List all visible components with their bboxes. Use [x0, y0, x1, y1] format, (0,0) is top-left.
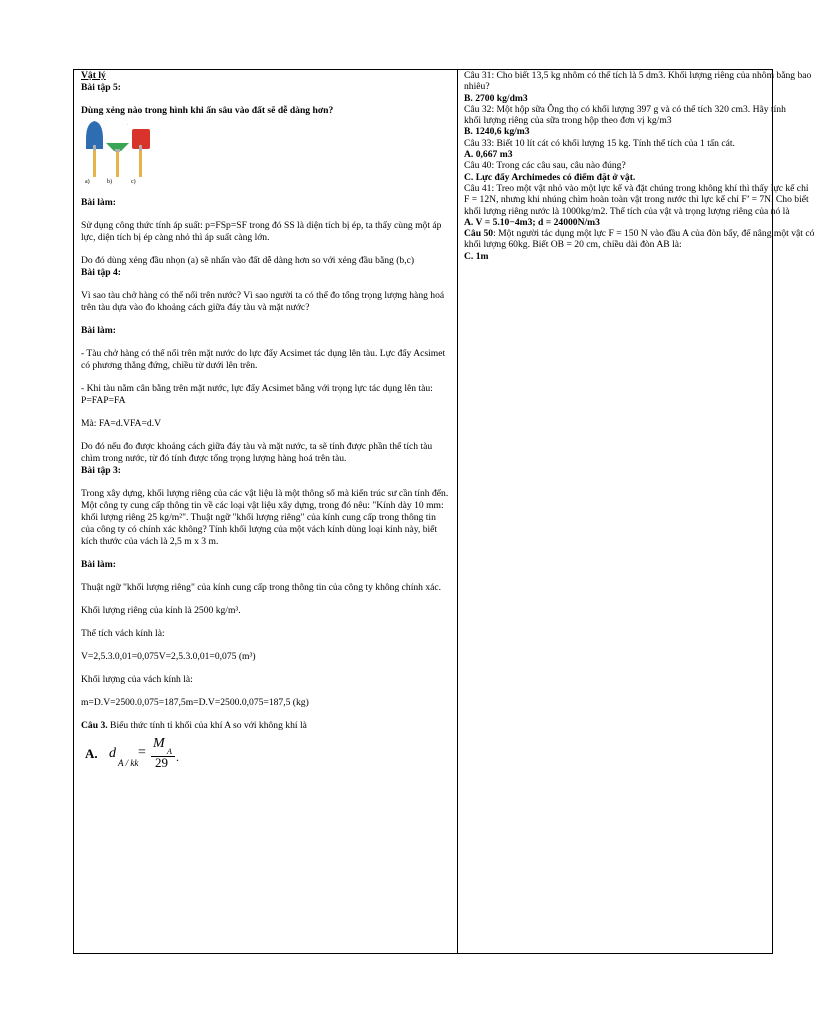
q32-answer: B. 1240,6 kg/m3 — [464, 126, 530, 138]
q32-line-2: khối lượng riêng của sữa trong hộp theo đơn vị kg/m3 — [464, 115, 672, 127]
q41-line-3: khối lượng riêng nước là 1000kg/m2. Thể tích của vật và trọng lượng riêng của nó là — [464, 205, 790, 217]
exercise-5-answer-title: Bài làm: — [81, 197, 116, 208]
exercise-3-title: Bài tập 3: — [81, 465, 121, 476]
shovels-figure — [81, 121, 449, 187]
q33-line-1: Câu 33: Biết 10 lít cát có khối lượng 15 kg. Tính thể tích của 1 tấn cát. — [464, 137, 735, 149]
formula-d: d — [109, 746, 116, 761]
formula-numerator: M — [153, 736, 165, 751]
content-table — [73, 69, 814, 954]
left-column — [81, 70, 449, 772]
formula-equals: = — [138, 745, 146, 760]
formula-option-a — [81, 738, 449, 772]
q50-line-1 — [464, 228, 814, 240]
formula-numerator-subscript: A — [167, 747, 172, 756]
exercise-3-answer-title: Bài làm: — [81, 559, 116, 570]
shovel-label-b: b) — [107, 179, 112, 185]
formula-option-label: A. — [85, 746, 98, 761]
exercise-3-answer-p3: Thể tích vách kính là: — [81, 628, 165, 639]
q50-line-2: khối lượng 60kg. Biết OB = 20 cm, chiều dài đòn AB là: — [464, 239, 682, 251]
svg-text:.: . — [127, 121, 129, 126]
q41-line-2: F = 12N, nhưng khi nhúng chìm hoàn toàn vật trong nước thì lực kế chỉ F’ = 7N. Cho biết — [464, 194, 809, 206]
shovel-pointed-icon — [86, 121, 103, 177]
shovel-label-c: c) — [131, 179, 136, 185]
question-3 — [81, 720, 449, 732]
q41-line-1: Câu 41: Treo một vật nhỏ vào một lực kế và đặt chúng trong không khí thì thấy lực kế chỉ — [464, 182, 809, 194]
exercise-4-answer-title: Bài làm: — [81, 325, 116, 336]
q41-answer: A. V = 5.10−4m3; d = 24000N/m3 — [464, 216, 600, 228]
exercise-5-answer-p2: Do đó dùng xẻng đầu nhọn (a) sẽ nhấn vào đất dễ dàng hơn so với xẻng đầu bằng (b,c) — [81, 255, 415, 266]
exercise-3-answer-p5: Khối lượng của vách kính là: — [81, 674, 193, 685]
column-divider — [457, 70, 458, 953]
subject-title: Vật lý — [81, 70, 106, 81]
exercise-3-answer-p2: Khối lượng riêng của kính là 2500 kg/m³. — [81, 605, 241, 616]
exercise-4-question: Vì sao tàu chở hàng có thể nổi trên nước? Vì sao người ta có thể đo tổng trọng lượng hàng hoá trên tàu dựa vào đo khoảng cách giữa đáy tàu và mặt nước? — [81, 290, 445, 313]
exercise-3-answer-p1: Thuật ngữ "khối lượng riêng" của kính cung cấp trong thông tin của công ty không chính xác. — [81, 582, 442, 593]
exercise-5-question: Dùng xẻng nào trong hình khi ấn sâu vào đất sẽ dễ dàng hơn? — [81, 105, 334, 116]
exercise-4-answer-p3: Mà: FA=d.VFA=d.V — [81, 418, 162, 429]
q31-answer: B. 2700 kg/dm3 — [464, 92, 528, 104]
q50-text: : Một người tác dụng một lực F = 150 N vào đầu A của đòn bẩy, để nâng một vật có — [493, 228, 814, 240]
q31-line-1: Câu 31: Cho biết 13,5 kg nhôm có thể tích là 5 dm3. Khối lượng riêng của nhôm bằng bao — [464, 70, 812, 81]
exercise-5-answer-p1: Sử dụng công thức tính áp suất: p=FSp=SF trong đó SS là diện tích bị ép, ta thấy cùng một áp lực, diện tích bị ép càng nhỏ thì áp suất càng lớn. — [81, 220, 442, 243]
q33-answer: A. 0,667 m3 — [464, 149, 513, 161]
exercise-3-answer-p6: m=D.V=2500.0,075=187,5m=D.V=2500.0,075=187,5 (kg) — [81, 697, 309, 708]
formula-period: . — [176, 750, 179, 764]
formula-denominator: 29 — [155, 755, 168, 770]
exercise-4-title: Bài tập 4: — [81, 267, 121, 278]
q50-label: Câu 50 — [464, 228, 494, 240]
q40-answer: C. Lực đẩy Archimedes có điểm đặt ở vật. — [464, 171, 636, 183]
exercise-4-answer-p1: - Tàu chở hàng có thể nổi trên mặt nước do lực đẩy Acsimet tác dụng lên tàu. Lực đẩy Acsimet có phương thẳng đứng, chiều từ dưới lên trên. — [81, 348, 446, 371]
exercise-3-question: Trong xây dựng, khối lượng riêng của các vật liệu là một thông số mà kiến trúc sư cần tính đến. Một công ty cung cấp thông tin về các loại vật liệu xây dựng, trong đó nêu: "Kính dày 10 mm: khối lượng riêng 25 kg/m²". Thuật ngữ "khối lượng riêng" của kính cung cấp trong thông tin của công ty có chính xác không? Tính khối lượng của một vách kính dùng loại kính này, biết kích thước của vách là 2,5 m x 3 m. — [81, 488, 449, 547]
exercise-3-answer-p4: V=2,5.3.0,01=0,075V=2,5.3.0,01=0,075 (m³) — [81, 651, 256, 662]
right-column — [464, 70, 814, 262]
q32-line-1: Câu 32: Một hộp sữa Ông thọ có khối lượng 397 g và có thể tích 320 cm3. Hãy tính — [464, 103, 786, 115]
shovels-illustration — [81, 121, 161, 187]
shovel-label-a: a) — [85, 179, 90, 185]
exercise-4-answer-p2: - Khi tàu nằm cân bằng trên mặt nước, lực đẩy Acsimet bằng với trọng lực tác dụng lên tàu: P=FAP=FA — [81, 383, 433, 406]
shovel-flat-icon — [127, 121, 150, 177]
question-3-label: Câu 3. — [81, 720, 108, 731]
formula-d-subscript: A / kk — [118, 758, 139, 768]
q31-line-2: nhiêu? — [464, 81, 490, 93]
question-3-text: Biểu thức tính tỉ khối của khí A so với không khí là — [107, 720, 307, 731]
exercise-4-answer-p4: Do đó nếu đo được khoảng cách giữa đáy tàu và mặt nước, ta sẽ tính được phần thể tích tàu chìm trong nước, từ đó tính được tổng trọng lượng hàng hoá trên tàu. — [81, 441, 433, 464]
q40-line-1: Câu 40: Trong các câu sau, câu nào đúng? — [464, 160, 626, 172]
shovel-rake-icon — [106, 143, 129, 177]
q50-answer: C. 1m — [464, 250, 489, 262]
exercise-5-title: Bài tập 5: — [81, 82, 121, 93]
